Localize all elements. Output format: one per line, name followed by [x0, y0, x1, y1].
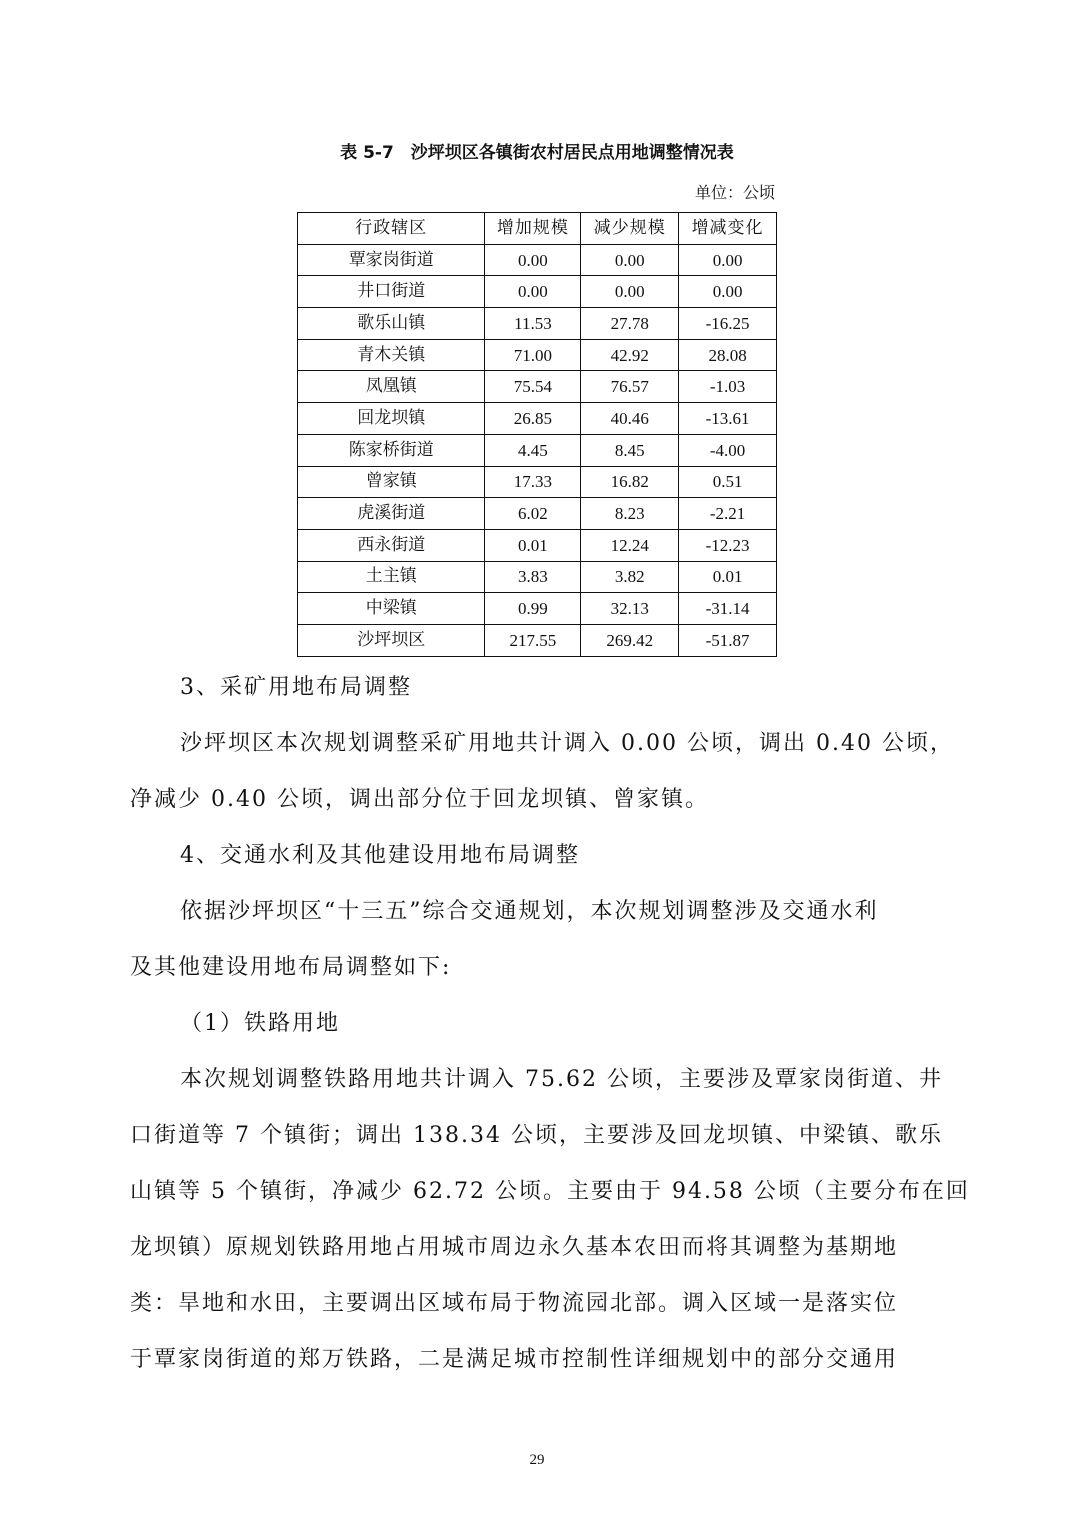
- header-increase: 增加规模: [485, 213, 581, 245]
- header-change: 增减变化: [679, 213, 777, 245]
- cell-district: 歌乐山镇: [298, 308, 485, 340]
- cell-decrease: 8.23: [581, 498, 679, 530]
- table-row: [298, 371, 777, 403]
- paragraph-line: 口街道等 7 个镇街；调出 138.34 公顷，主要涉及回龙坝镇、中梁镇、歌乐: [130, 1123, 943, 1148]
- cell-increase: 71.00: [485, 339, 581, 371]
- cell-increase: 17.33: [485, 466, 581, 498]
- cell-change: 0.51: [679, 466, 777, 498]
- cell-district: 虎溪街道: [298, 498, 485, 530]
- cell-increase: 75.54: [485, 371, 581, 403]
- cell-decrease: 32.13: [581, 593, 679, 625]
- cell-change: -13.61: [679, 403, 777, 435]
- cell-decrease: 3.82: [581, 561, 679, 593]
- table-row: [298, 244, 777, 276]
- cell-change: -4.00: [679, 434, 777, 466]
- cell-decrease: 0.00: [581, 276, 679, 308]
- cell-increase: 217.55: [485, 624, 581, 656]
- cell-increase: 6.02: [485, 498, 581, 530]
- table-row: [298, 403, 777, 435]
- table-row: [298, 498, 777, 530]
- cell-decrease: 0.00: [581, 244, 679, 276]
- page-number: 29: [529, 1452, 545, 1468]
- cell-increase: 0.01: [485, 529, 581, 561]
- cell-change: 0.00: [679, 244, 777, 276]
- cell-increase: 0.00: [485, 244, 581, 276]
- table-row: [298, 529, 777, 561]
- section-heading-mining: 3、采矿用地布局调整: [180, 675, 412, 700]
- paragraph-line: 山镇等 5 个镇街，净减少 62.72 公顷。主要由于 94.58 公顷（主要分布在回: [130, 1179, 970, 1204]
- paragraph-line: 龙坝镇）原规划铁路用地占用城市周边永久基本农田而将其调整为基期地: [130, 1235, 899, 1260]
- paragraph-line: 类：旱地和水田，主要调出区域布局于物流园北部。调入区域一是落实位: [130, 1291, 899, 1316]
- cell-decrease: 269.42: [581, 624, 679, 656]
- cell-district: 曾家镇: [298, 466, 485, 498]
- cell-change: -51.87: [679, 624, 777, 656]
- cell-increase: 3.83: [485, 561, 581, 593]
- cell-decrease: 27.78: [581, 308, 679, 340]
- cell-change: 0.01: [679, 561, 777, 593]
- cell-decrease: 40.46: [581, 403, 679, 435]
- cell-change: -2.21: [679, 498, 777, 530]
- table-unit: 单位：公顷: [694, 183, 775, 202]
- cell-change: -16.25: [679, 308, 777, 340]
- paragraph-line: 于覃家岗街道的郑万铁路，二是满足城市控制性详细规划中的部分交通用: [130, 1347, 899, 1372]
- cell-change: -1.03: [679, 371, 777, 403]
- paragraph-line: 净减少 0.40 公顷，调出部分位于回龙坝镇、曾家镇。: [130, 787, 709, 812]
- table-header-row: [298, 213, 777, 245]
- section-heading-transport: 4、交通水利及其他建设用地布局调整: [180, 843, 580, 868]
- cell-increase: 0.99: [485, 593, 581, 625]
- paragraph-line: 沙坪坝区本次规划调整采矿用地共计调入 0.00 公顷，调出 0.40 公顷，: [180, 731, 954, 756]
- cell-increase: 0.00: [485, 276, 581, 308]
- paragraph-line: 本次规划调整铁路用地共计调入 75.62 公顷，主要涉及覃家岗街道、井: [180, 1067, 943, 1092]
- table-row: [298, 276, 777, 308]
- table-row: [298, 593, 777, 625]
- cell-change: 0.00: [679, 276, 777, 308]
- cell-district: 井口街道: [298, 276, 485, 308]
- table-row: [298, 434, 777, 466]
- cell-change: 28.08: [679, 339, 777, 371]
- header-district: 行政辖区: [298, 213, 485, 245]
- cell-change: -31.14: [679, 593, 777, 625]
- table-caption: 表 5-7 沙坪坝区各镇街农村居民点用地调整情况表: [340, 143, 734, 163]
- table-row: [298, 466, 777, 498]
- cell-district: 覃家岗街道: [298, 244, 485, 276]
- table-row-total: [298, 624, 777, 656]
- cell-district: 土主镇: [298, 561, 485, 593]
- land-adjustment-table: [297, 212, 777, 657]
- table-row: [298, 339, 777, 371]
- header-decrease: 减少规模: [581, 213, 679, 245]
- cell-district: 沙坪坝区: [298, 624, 485, 656]
- paragraph-line: 依据沙坪坝区“十三五”综合交通规划，本次规划调整涉及交通水利: [180, 899, 879, 924]
- cell-decrease: 42.92: [581, 339, 679, 371]
- cell-district: 西永街道: [298, 529, 485, 561]
- cell-change: -12.23: [679, 529, 777, 561]
- table-row: [298, 561, 777, 593]
- cell-decrease: 16.82: [581, 466, 679, 498]
- cell-decrease: 12.24: [581, 529, 679, 561]
- table-row: [298, 308, 777, 340]
- cell-increase: 26.85: [485, 403, 581, 435]
- cell-district: 陈家桥街道: [298, 434, 485, 466]
- cell-decrease: 76.57: [581, 371, 679, 403]
- cell-district: 青木关镇: [298, 339, 485, 371]
- subsection-heading-railway: （1）铁路用地: [180, 1011, 340, 1036]
- cell-decrease: 8.45: [581, 434, 679, 466]
- paragraph-line: 及其他建设用地布局调整如下:: [130, 955, 452, 980]
- cell-district: 回龙坝镇: [298, 403, 485, 435]
- cell-increase: 4.45: [485, 434, 581, 466]
- cell-district: 凤凰镇: [298, 371, 485, 403]
- cell-increase: 11.53: [485, 308, 581, 340]
- cell-district: 中梁镇: [298, 593, 485, 625]
